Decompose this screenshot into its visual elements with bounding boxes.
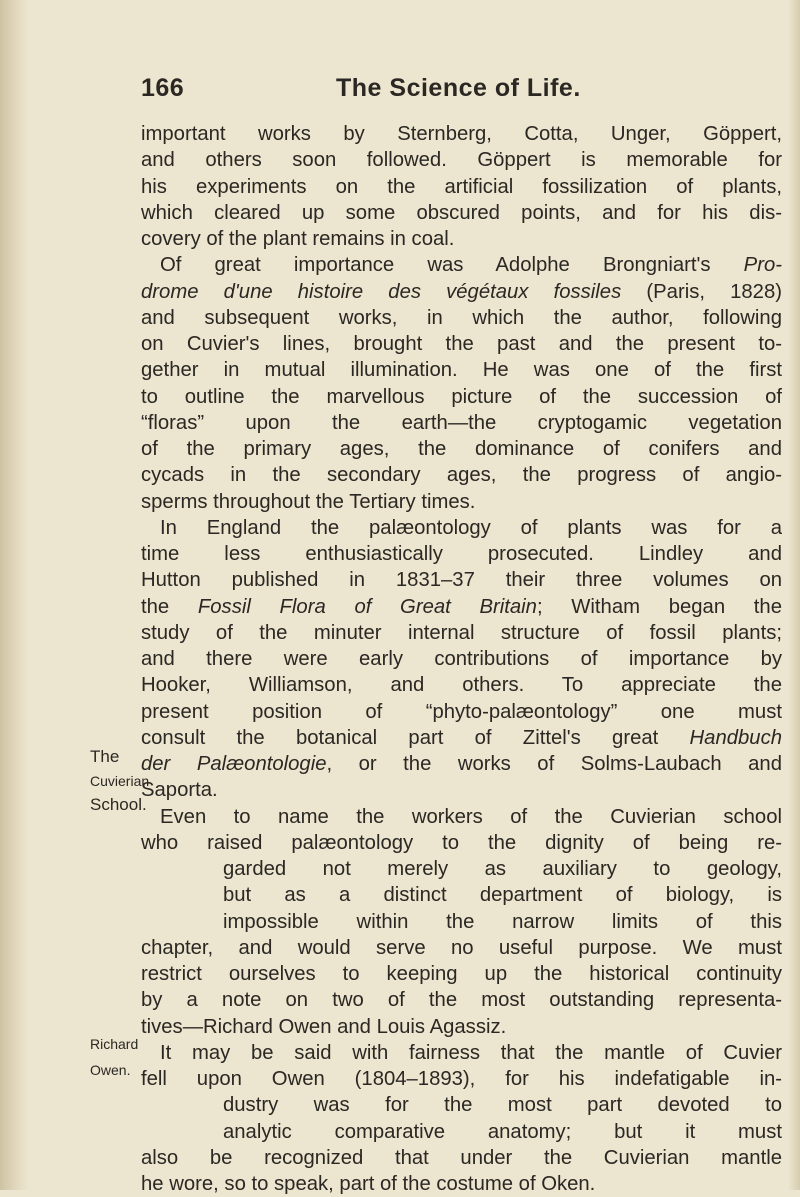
text-line: “floras” upon the earth—the cryptogamic vegetation	[141, 411, 782, 434]
text-line: impossible within the narrow limits of this	[223, 910, 782, 933]
book-title-italic: drome d'une histoire des végétaux fossiles	[141, 280, 622, 303]
text-fragment: consult the botanical part of Zittel's great	[141, 726, 690, 749]
body-text	[141, 121, 782, 1197]
text-line: analytic comparative anatomy; but it must	[223, 1120, 782, 1143]
text-line: tives—Richard Owen and Louis Agassiz.	[141, 1015, 507, 1038]
text-line: fell upon Owen (1804–1893), for his indefatigable in-	[141, 1068, 782, 1090]
text-line: time less enthusiastically prosecuted. Lindley and	[141, 543, 782, 565]
text-line: on Cuvier's lines, brought the past and the present to-	[141, 333, 782, 355]
book-title-italic: Pro-	[743, 254, 782, 277]
text-line: by a note on two of the most outstanding representa-	[141, 989, 782, 1012]
text-line: Saporta.	[141, 779, 218, 802]
text-line: present position of “phyto-palæontology” one must	[141, 700, 782, 723]
text-line: chapter, and would serve no useful purpose. We must	[141, 936, 782, 959]
margin-note-line: The	[90, 747, 120, 766]
text-fragment: ; Witham began the	[536, 595, 782, 618]
margin-note-richard-owen	[90, 1031, 172, 1083]
margin-note-line: Richard	[90, 1036, 139, 1052]
text-line: Hutton published in 1831–37 their three volumes on	[141, 569, 782, 592]
text-line: It may be said with fairness that the mantle of Cuvier	[160, 1041, 782, 1064]
text-line: he wore, so to speak, part of the costume of Oken.	[141, 1173, 596, 1195]
text-line: also be recognized that under the Cuvierian mantle	[141, 1146, 782, 1169]
text-fragment: Of great importance was Adolphe Brongniart's	[160, 254, 744, 277]
text-line: study of the minuter internal structure of fossil plants;	[141, 621, 782, 644]
binding-gutter-shadow	[0, 0, 28, 1190]
text-line: important works by Sternberg, Cotta, Unger, Göppert,	[141, 123, 782, 145]
text-line: his experiments on the artificial fossilization of plants,	[141, 175, 782, 198]
text-line	[141, 279, 782, 305]
text-fragment: (Paris, 1828)	[621, 280, 782, 303]
text-line: covery of the plant remains in coal.	[141, 228, 455, 250]
book-title-italic: Handbuch	[689, 726, 782, 749]
text-line: gether in mutual illumination. He was one of the first	[141, 359, 782, 382]
margin-note-cuvierian-school	[90, 742, 172, 820]
text-line: garded not merely as auxiliary to geology,	[223, 858, 782, 880]
text-line	[141, 725, 782, 751]
margin-note-line: Owen.	[90, 1062, 131, 1078]
text-line: who raised palæontology to the dignity of being re-	[141, 831, 782, 854]
book-title-italic: der Palæontologie	[141, 753, 327, 775]
running-title: The Science of Life.	[336, 74, 581, 102]
text-fragment: , or the works of Solms-Laubach and	[326, 753, 782, 775]
text-line: restrict ourselves to keeping up the historical continuity	[141, 963, 782, 985]
text-line: of the primary ages, the dominance of conifers and	[141, 438, 782, 460]
book-title-italic: Fossil Flora of Great Britain	[197, 595, 537, 618]
page-right-edge	[788, 0, 800, 1190]
page-header	[141, 74, 661, 108]
text-line: cycads in the secondary ages, the progress of angio-	[141, 464, 782, 487]
text-line	[141, 594, 782, 620]
text-line: to outline the marvellous picture of the succession of	[141, 385, 782, 408]
text-line: sperms throughout the Tertiary times.	[141, 490, 476, 513]
page-number: 166	[141, 74, 185, 102]
text-line: and subsequent works, in which the author, following	[141, 306, 782, 329]
text-line	[141, 751, 782, 777]
text-line: Even to name the workers of the Cuvierian school	[160, 805, 782, 828]
text-fragment: the	[141, 595, 198, 618]
margin-note-line: School.	[90, 795, 147, 814]
text-line: which cleared up some obscured points, and for his dis-	[141, 201, 782, 224]
text-line: and others soon followed. Göppert is memorable for	[141, 149, 782, 172]
text-line: Hooker, Williamson, and others. To appreciate the	[141, 674, 782, 697]
text-line	[141, 252, 782, 278]
text-line: and there were early contributions of importance by	[141, 648, 782, 670]
text-line: dustry was for the most part devoted to	[223, 1094, 782, 1117]
text-line: In England the palæontology of plants was for a	[160, 516, 782, 539]
text-line: but as a distinct department of biology, is	[223, 884, 782, 907]
margin-note-line: Cuvierian	[90, 773, 150, 789]
